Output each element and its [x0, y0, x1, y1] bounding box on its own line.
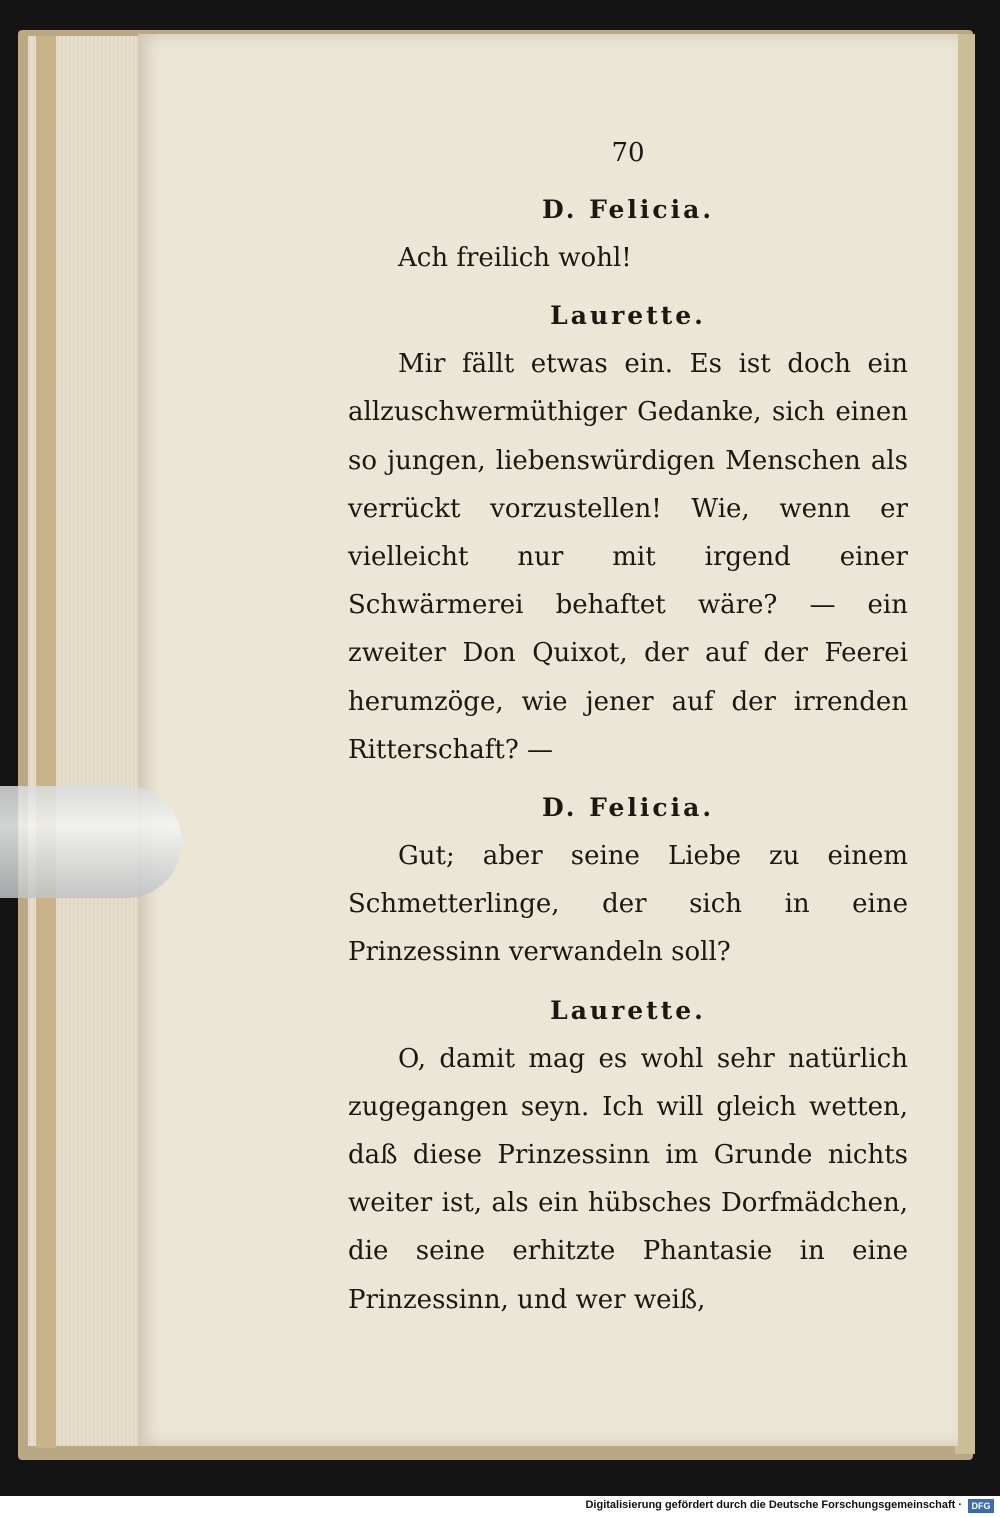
dfg-logo: DFG	[968, 1499, 994, 1513]
speaker-name: Laurette.	[550, 995, 706, 1025]
speaker-name: D. Felicia.	[541, 793, 715, 823]
facing-page-edge	[955, 34, 975, 1454]
page-text	[348, 138, 908, 1324]
page-number: 70	[611, 138, 645, 168]
digitization-footer	[0, 1496, 1000, 1517]
speech-paragraph: Ach freilich wohl!	[398, 243, 632, 273]
funding-credit: Digitalisierung gefördert durch die Deutsche Forschungsgemeinschaft ·	[585, 1499, 962, 1511]
speaker-name: D. Felicia.	[541, 195, 715, 224]
speech-paragraph: O, damit mag es wohl sehr natürlich zugegangen seyn. Ich will gleich wetten, daß diese Prinzessinn im Grunde nichts weiter ist, als ein hübsches Dorfmädchen, die seine erhitzte Phantasie in eine Prinzessinn, und wer weiß,	[348, 1043, 908, 1315]
glass-page-weight	[0, 786, 182, 898]
speaker-name: Laurette.	[550, 301, 706, 331]
speech-paragraph: Gut; aber seine Liebe zu einem Schmetterlinge, der sich in eine Prinzessinn verwandeln soll?	[348, 841, 908, 968]
cover-strip	[36, 36, 56, 1448]
speech-paragraph: Mir fällt etwas ein. Es ist doch ein allzuschwermüthiger Gedanke, sich einen so jungen, liebenswürdigen Menschen als verrückt vorzustellen! Wie, wenn er vielleicht nur mit irgend einer Schwärmerei behaftet wäre? — ein zweiter Don Quixot, der auf der Feerei herumzöge, wie jener auf der irrenden Ritterschaft? —	[348, 349, 908, 765]
